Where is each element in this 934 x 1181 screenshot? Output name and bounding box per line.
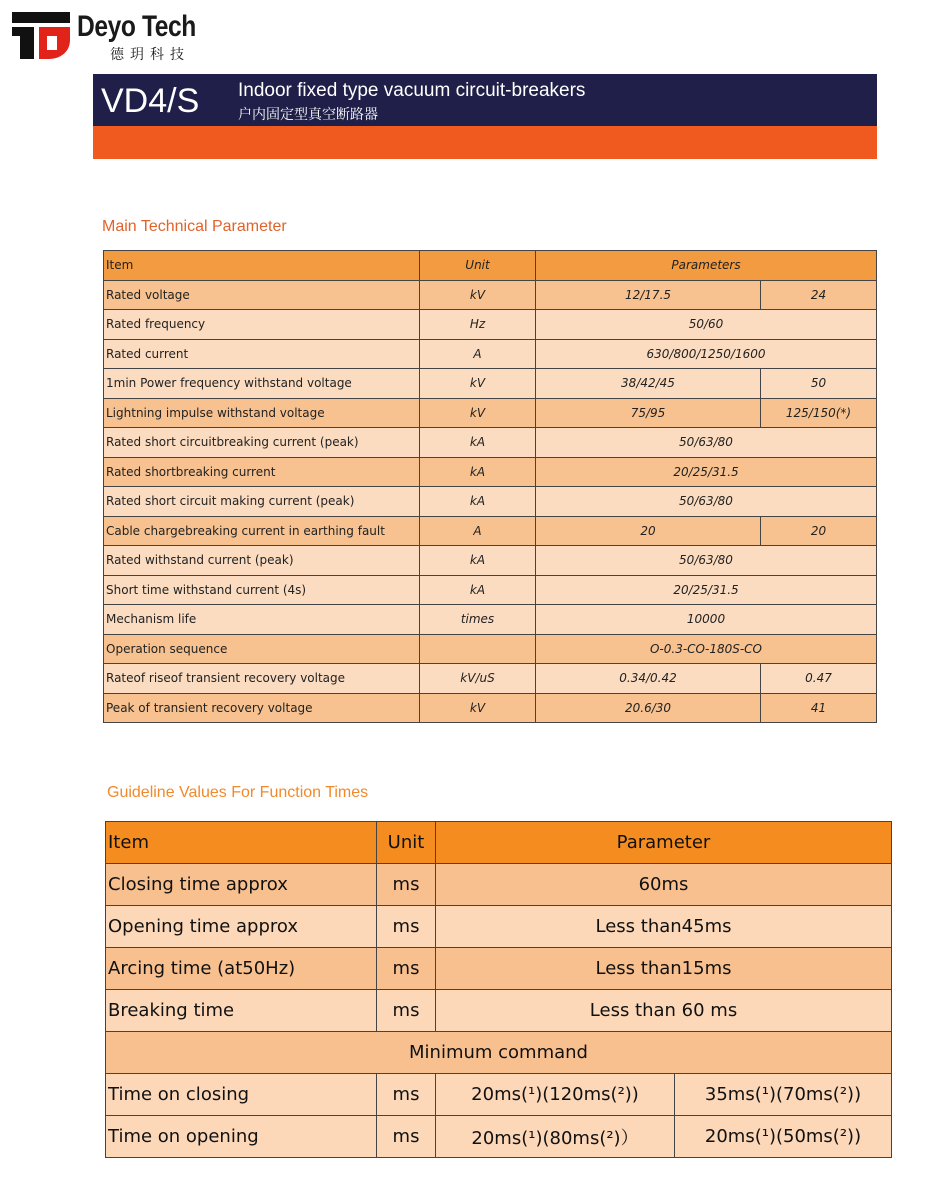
row-item: Rated voltage xyxy=(104,280,420,310)
row-item: Rated frequency xyxy=(104,310,420,340)
table-row xyxy=(104,457,877,487)
table-row xyxy=(106,948,892,990)
row-item: Opening time approx xyxy=(106,906,377,948)
table-row xyxy=(104,605,877,635)
row-unit: kV xyxy=(420,693,536,723)
row-item: 1min Power frequency withstand voltage xyxy=(104,369,420,399)
row-value: 20/25/31.5 xyxy=(536,575,877,605)
row-unit: kV xyxy=(420,280,536,310)
product-banner xyxy=(93,74,877,126)
row-unit: kA xyxy=(420,428,536,458)
row-unit: times xyxy=(420,605,536,635)
table-row xyxy=(106,864,892,906)
row-value: 50/60 xyxy=(536,310,877,340)
row-unit: ms xyxy=(377,864,436,906)
table-row xyxy=(104,693,877,723)
row-value: 20 xyxy=(536,516,761,546)
row-value: 12/17.5 xyxy=(536,280,761,310)
table-header-row xyxy=(104,251,877,281)
table-row xyxy=(104,546,877,576)
brand-name: Deyo Tech xyxy=(77,10,196,43)
row-value: 50/63/80 xyxy=(536,546,877,576)
row-unit: Hz xyxy=(420,310,536,340)
row-item: Arcing time (at50Hz) xyxy=(106,948,377,990)
row-item: Operation sequence xyxy=(104,634,420,664)
row-item: Cable chargebreaking current in earthing fault xyxy=(104,516,420,546)
row-unit: ms xyxy=(377,990,436,1032)
header-parameters: Parameters xyxy=(536,251,877,281)
table-row xyxy=(104,310,877,340)
row-value: 60ms xyxy=(436,864,892,906)
row-unit: ms xyxy=(377,948,436,990)
deyo-logo-icon xyxy=(12,12,72,62)
row-item: Closing time approx xyxy=(106,864,377,906)
row-value: Less than45ms xyxy=(436,906,892,948)
row-value: 20ms(¹)(80ms(²)） xyxy=(436,1116,675,1158)
table-row xyxy=(104,339,877,369)
function-times-table xyxy=(105,821,892,1158)
row-item: Time on closing xyxy=(106,1074,377,1116)
row-value: O-0.3-CO-180S-CO xyxy=(536,634,877,664)
main-params-table xyxy=(103,250,877,723)
row-item: Rated current xyxy=(104,339,420,369)
row-unit: ms xyxy=(377,1116,436,1158)
row-unit: kA xyxy=(420,487,536,517)
brand-name-cn: 德玥科技 xyxy=(110,46,190,62)
row-value: 0.34/0.42 xyxy=(536,664,761,694)
table-row xyxy=(104,369,877,399)
row-unit: kV/uS xyxy=(420,664,536,694)
table-row xyxy=(104,664,877,694)
table-header-row xyxy=(106,822,892,864)
row-value: 10000 xyxy=(536,605,877,635)
row-unit: A xyxy=(420,339,536,369)
product-title-cn: 户内固定型真空断路器 xyxy=(238,106,378,122)
row-item: Rated shortbreaking current xyxy=(104,457,420,487)
row-item: Rateof riseof transient recovery voltage xyxy=(104,664,420,694)
table-row xyxy=(104,398,877,428)
table-row xyxy=(104,575,877,605)
row-value: Less than 60 ms xyxy=(436,990,892,1032)
row-value: 24 xyxy=(761,280,877,310)
row-value: 75/95 xyxy=(536,398,761,428)
function-times-title: Guideline Values For Function Times xyxy=(107,784,369,801)
row-value: 50 xyxy=(761,369,877,399)
row-value: 50/63/80 xyxy=(536,487,877,517)
row-item: Short time withstand current (4s) xyxy=(104,575,420,605)
row-unit xyxy=(420,634,536,664)
row-value: 20 xyxy=(761,516,877,546)
min-command-heading: Minimum command xyxy=(106,1032,892,1074)
row-unit: kA xyxy=(420,546,536,576)
header-unit: Unit xyxy=(377,822,436,864)
table-row xyxy=(104,516,877,546)
header-item: Item xyxy=(106,822,377,864)
row-unit: ms xyxy=(377,1074,436,1116)
banner-accent-bar xyxy=(93,126,877,159)
row-value: Less than15ms xyxy=(436,948,892,990)
row-unit: kA xyxy=(420,575,536,605)
table-row xyxy=(106,1032,892,1074)
row-unit: kA xyxy=(420,457,536,487)
row-item: Rated short circuitbreaking current (peak) xyxy=(104,428,420,458)
row-item: Rated short circuit making current (peak) xyxy=(104,487,420,517)
row-value: 0.47 xyxy=(761,664,877,694)
row-value: 630/800/1250/1600 xyxy=(536,339,877,369)
row-value: 38/42/45 xyxy=(536,369,761,399)
row-value: 35ms(¹)(70ms(²)) xyxy=(675,1074,892,1116)
table-row xyxy=(104,280,877,310)
table-row xyxy=(106,1074,892,1116)
row-value: 20ms(¹)(50ms(²)) xyxy=(675,1116,892,1158)
row-value: 20.6/30 xyxy=(536,693,761,723)
table-row xyxy=(106,990,892,1032)
row-value: 125/150(*) xyxy=(761,398,877,428)
table-row xyxy=(104,487,877,517)
row-value: 50/63/80 xyxy=(536,428,877,458)
row-value: 20ms(¹)(120ms(²)) xyxy=(436,1074,675,1116)
table-row xyxy=(106,906,892,948)
product-title-en: Indoor fixed type vacuum circuit-breakers xyxy=(238,80,586,101)
main-params-title: Main Technical Parameter xyxy=(102,218,287,235)
row-item: Rated withstand current (peak) xyxy=(104,546,420,576)
header-item: Item xyxy=(104,251,420,281)
row-item: Peak of transient recovery voltage xyxy=(104,693,420,723)
row-item: Lightning impulse withstand voltage xyxy=(104,398,420,428)
header-unit: Unit xyxy=(420,251,536,281)
table-row xyxy=(106,1116,892,1158)
row-unit: A xyxy=(420,516,536,546)
row-value: 41 xyxy=(761,693,877,723)
row-unit: kV xyxy=(420,369,536,399)
row-unit: ms xyxy=(377,906,436,948)
row-item: Breaking time xyxy=(106,990,377,1032)
row-unit: kV xyxy=(420,398,536,428)
row-item: Time on opening xyxy=(106,1116,377,1158)
header-parameter: Parameter xyxy=(436,822,892,864)
product-code: VD4/S xyxy=(101,82,200,120)
row-value: 20/25/31.5 xyxy=(536,457,877,487)
table-row xyxy=(104,428,877,458)
row-item: Mechanism life xyxy=(104,605,420,635)
table-row xyxy=(104,634,877,664)
